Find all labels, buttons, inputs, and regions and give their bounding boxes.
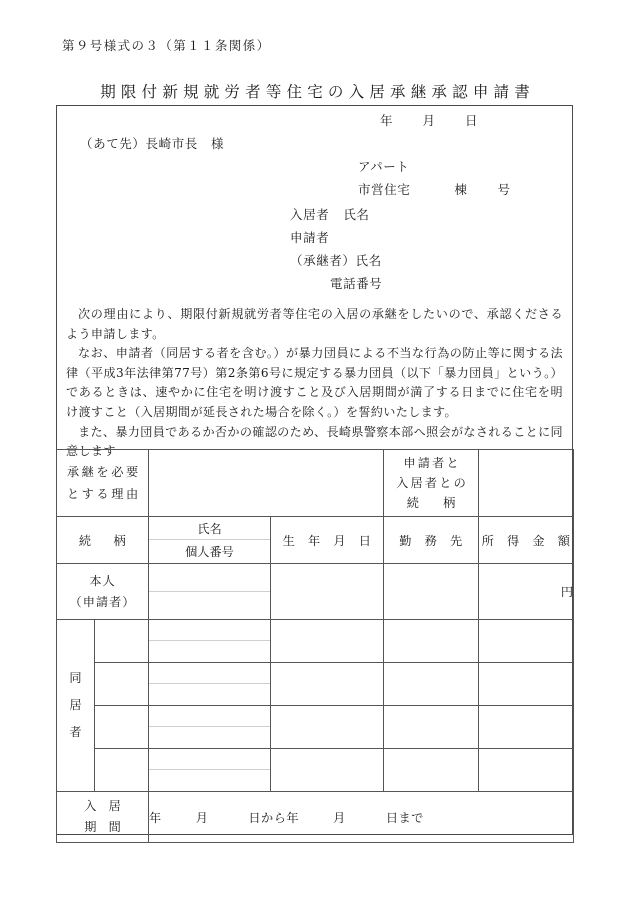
day-label: 日: [465, 113, 478, 128]
city-housing-line: [358, 180, 511, 198]
room-label: 号: [497, 182, 511, 197]
currency-unit: 円: [560, 585, 573, 599]
application-table: [56, 449, 574, 843]
apartment-label: アパート: [358, 159, 410, 174]
reason-label-line2: とする理由: [66, 487, 141, 501]
cohabitant-relation-cell[interactable]: [95, 706, 149, 749]
resident-name-label: 氏名: [343, 207, 370, 222]
cohabitant-name-input[interactable]: [149, 749, 270, 770]
column-header-income: 所 得 金 額: [479, 517, 574, 564]
cohabitant-birthdate-cell[interactable]: [271, 620, 384, 663]
self-workplace-cell[interactable]: [384, 564, 479, 620]
self-my-number-input[interactable]: [149, 592, 270, 620]
column-header-name-number: [149, 517, 271, 564]
cohabitant-label-char-1: 同: [69, 671, 82, 685]
relationship-label-line1: 申請者と: [403, 456, 461, 470]
table-row-reason: [57, 450, 574, 517]
column-header-relation: 続 柄: [57, 517, 149, 564]
date-line: [380, 111, 478, 129]
resident-name-line: [290, 205, 370, 223]
cohabitant-name-cell[interactable]: [149, 749, 271, 792]
relationship-label-line2: 入居者との: [396, 476, 469, 490]
table-row-column-headers: [57, 517, 574, 564]
self-birthdate-cell[interactable]: [271, 564, 384, 620]
period-label-cell: [57, 792, 149, 843]
column-header-name: 氏名: [149, 517, 270, 540]
period-year-label: 年: [149, 810, 162, 825]
reason-label-cell: [57, 450, 149, 517]
successor-name-label: （承継者）氏名: [290, 253, 382, 268]
cohabitant-workplace-cell[interactable]: [384, 749, 479, 792]
reason-label-line1: 承継を必要: [66, 465, 141, 479]
column-header-birthdate: 生 年 月 日: [271, 517, 384, 564]
paragraph-3: また、暴力団員であるか否かの確認のため、長崎県警察本部へ照会がなされることに同意します: [66, 424, 563, 459]
applicant-label: 申請者: [290, 230, 330, 245]
cohabitant-name-cell[interactable]: [149, 706, 271, 749]
cohabitant-label-char-3: 者: [69, 725, 82, 739]
relationship-input-cell[interactable]: [479, 450, 574, 517]
cohabitant-name-input[interactable]: [149, 663, 270, 684]
cohabitant-name-input[interactable]: [149, 620, 270, 641]
cohabitant-relation-cell[interactable]: [95, 749, 149, 792]
table-row-period: [57, 792, 574, 843]
relationship-label-line3: 続 柄: [406, 496, 458, 510]
reason-input-cell[interactable]: [149, 450, 384, 517]
cohabitant-income-cell[interactable]: [479, 749, 574, 792]
table-row-self: [57, 564, 574, 620]
cohabitant-label-char-2: 居: [69, 698, 82, 712]
paragraph-2: なお、申請者（同居する者を含む。）が暴力団員による不当な行為の防止等に関する法律（平成3年法律第77号）第2条第6号に規定する暴力団員（以下「暴力団員」という。）であるときは、速やかに住宅を明け渡すこと及び入居期間が満了する日までに住宅を明け渡すこと（入居期間が延長された場合を除く。）を誓約いたします。: [66, 346, 563, 419]
addressee-label: （あて先）長崎市長 様: [80, 136, 225, 151]
period-day-from-label: 日から年: [248, 810, 300, 825]
cohabitant-income-cell[interactable]: [479, 706, 574, 749]
period-value-cell[interactable]: [149, 792, 574, 843]
year-label: 年: [380, 113, 393, 128]
cohabitant-name-cell[interactable]: [149, 663, 271, 706]
cohabitant-label-cell: [57, 620, 95, 792]
phone-label: 電話番号: [330, 276, 383, 291]
body-text: [66, 305, 563, 462]
period-label-line2: 期 間: [84, 820, 121, 834]
cohabitant-birthdate-cell[interactable]: [271, 663, 384, 706]
cohabitant-name-cell[interactable]: [149, 620, 271, 663]
table-row-cohabitant-2: [57, 663, 574, 706]
self-label-line2: （申請者）: [69, 594, 136, 609]
cohabitant-birthdate-cell[interactable]: [271, 706, 384, 749]
table-row-cohabitant-1: [57, 620, 574, 663]
cohabitant-birthdate-cell[interactable]: [271, 749, 384, 792]
cohabitant-workplace-cell[interactable]: [384, 620, 479, 663]
self-income-cell[interactable]: [479, 564, 574, 620]
table-row-cohabitant-4: [57, 749, 574, 792]
cohabitant-workplace-cell[interactable]: [384, 663, 479, 706]
self-name-input[interactable]: [149, 564, 270, 592]
cohabitant-income-cell[interactable]: [479, 620, 574, 663]
form-number: 第９号様式の３（第１１条関係）: [62, 38, 271, 53]
cohabitant-my-number-input[interactable]: [149, 727, 270, 748]
cohabitant-income-cell[interactable]: [479, 663, 574, 706]
period-day-to-label: 日まで: [385, 810, 424, 825]
building-label: 棟: [454, 182, 468, 197]
cohabitant-workplace-cell[interactable]: [384, 706, 479, 749]
column-header-my-number: 個人番号: [185, 545, 234, 559]
page-title: 期限付新規就労者等住宅の入居承継承認申請書: [100, 83, 535, 101]
resident-label: 入居者: [290, 207, 330, 222]
cohabitant-my-number-input[interactable]: [149, 684, 270, 705]
cohabitant-relation-cell[interactable]: [95, 620, 149, 663]
cohabitant-name-input[interactable]: [149, 706, 270, 727]
relationship-label-cell: [384, 450, 479, 517]
cohabitant-my-number-input[interactable]: [149, 641, 270, 662]
city-housing-label: 市営住宅: [358, 182, 411, 197]
self-label-line1: 本人: [89, 573, 116, 588]
self-label-cell: [57, 564, 149, 620]
period-month-label: 月: [195, 810, 209, 825]
period-label-line1: 入 居: [84, 799, 121, 813]
period-month2-label: 月: [333, 810, 346, 825]
cohabitant-my-number-input[interactable]: [149, 770, 270, 791]
table-row-cohabitant-3: [57, 706, 574, 749]
cohabitant-relation-cell[interactable]: [95, 663, 149, 706]
month-label: 月: [422, 113, 436, 128]
column-header-workplace: 勤 務 先: [384, 517, 479, 564]
self-name-cell[interactable]: [149, 564, 271, 620]
paragraph-1: 次の理由により、期限付新規就労者等住宅の入居の承継をしたいので、承認くださるよう申請します。: [66, 307, 563, 341]
